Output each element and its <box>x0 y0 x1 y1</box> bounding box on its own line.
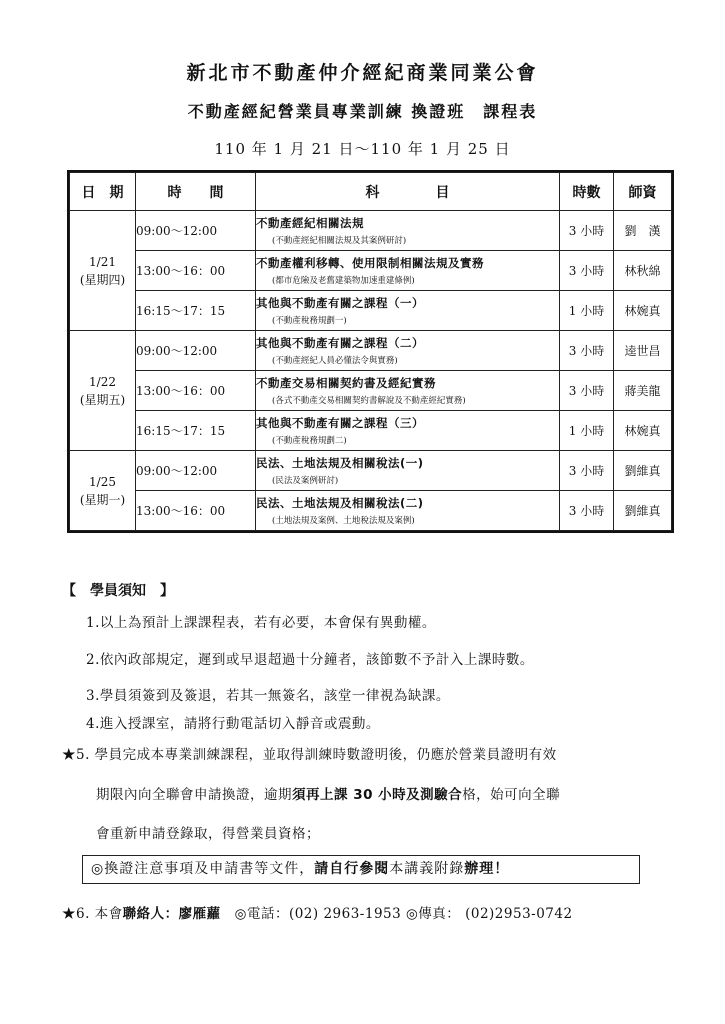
hours-cell: 3 小時 <box>560 331 614 371</box>
subject-note: (各式不動產交易相關契約書解說及不動產經紀實務) <box>272 396 466 406</box>
table-row <box>70 211 672 251</box>
time-cell: 09:00～12:00 <box>136 331 256 371</box>
subject-cell <box>256 491 560 531</box>
hours-cell: 3 小時 <box>560 251 614 291</box>
hours-cell: 3 小時 <box>560 371 614 411</box>
subject-note: (不動產經紀相關法規及其案例研討) <box>272 236 407 246</box>
date-value: 1/22 <box>89 374 116 389</box>
hours-cell: 1 小時 <box>560 411 614 451</box>
reference-notice-box <box>82 855 640 884</box>
table-row <box>70 251 672 291</box>
hours-cell: 3 小時 <box>560 211 614 251</box>
header-time: 時 間 <box>136 173 256 211</box>
time-cell: 16:15～17：15 <box>136 291 256 331</box>
time-cell: 09:00～12:00 <box>136 451 256 491</box>
teacher-cell: 劉維真 <box>614 491 672 531</box>
table-row <box>70 331 672 371</box>
notice-item-2: 2.依內政部規定，遲到或早退超過十分鐘者，該節數不予計入上課時數。 <box>86 652 534 668</box>
subject-cell <box>256 211 560 251</box>
subject-cell <box>256 291 560 331</box>
subject-note: (都市危險及老舊建築物加速重建條例) <box>272 276 415 286</box>
time-cell: 16:15～17：15 <box>136 411 256 451</box>
subject-title: 不動產權利移轉、使用限制相關法規及實務 <box>256 256 484 270</box>
subject-title: 其他與不動產有關之課程（二） <box>256 336 424 350</box>
notice-item-4: 4.進入授課室，請將行動電話切入靜音或震動。 <box>86 716 380 732</box>
notice-text: 格，始可向全聯 <box>462 787 561 803</box>
notice-item-5-line-1: ★5. 學員完成本專業訓練課程，並取得訓練時數證明後，仍應於營業員證明有效 <box>62 747 557 763</box>
teacher-cell: 林秋綿 <box>614 251 672 291</box>
subject-cell <box>256 251 560 291</box>
date-range: 110 年 1 月 21 日～110 年 1 月 25 日 <box>214 140 511 158</box>
weekday-value: (星期一) <box>79 492 126 507</box>
table-row <box>70 371 672 411</box>
header-subject: 科 目 <box>256 173 560 211</box>
page-title: 新北市不動產仲介經紀商業同業公會 <box>186 62 539 84</box>
table-row <box>70 291 672 331</box>
hours-cell: 1 小時 <box>560 291 614 331</box>
box-text: ◎換證注意事項及申請書等文件， <box>91 861 315 877</box>
subject-cell <box>256 371 560 411</box>
date-value: 1/21 <box>89 254 116 269</box>
notice-item-1: 1.以上為預計上課課程表，若有必要，本會保有異動權。 <box>86 615 436 631</box>
teacher-cell: 蔣美龍 <box>614 371 672 411</box>
table-row <box>70 451 672 491</box>
box-emphasis: 請自行參閱 <box>314 861 390 877</box>
subject-title: 其他與不動產有關之課程（一） <box>256 296 424 310</box>
subject-cell <box>256 331 560 371</box>
subject-title: 民法、土地法規及相關稅法(一) <box>256 456 424 470</box>
notice-item-5-line-2 <box>96 783 560 803</box>
contact-person: 聯絡人：廖雁蘿 <box>122 906 221 922</box>
date-cell <box>70 451 136 531</box>
teacher-cell: 林婉真 <box>614 291 672 331</box>
date-value: 1/25 <box>89 474 116 489</box>
hours-cell: 3 小時 <box>560 451 614 491</box>
subject-note: (不動產稅務規劃二) <box>272 436 347 446</box>
notice-text: 期限內向全聯會申請換證，逾期 <box>96 787 292 803</box>
time-cell: 13:00～16：00 <box>136 251 256 291</box>
subject-note: (土地法規及案例、土地稅法規及案例) <box>272 516 415 526</box>
contact-prefix: ★6. 本會 <box>62 906 123 922</box>
subject-title: 民法、土地法規及相關稅法(二) <box>256 496 424 510</box>
date-cell <box>70 331 136 451</box>
notice-item-5-line-3: 會重新申請登錄取，得營業員資格； <box>96 826 320 842</box>
box-emphasis: 辦理！ <box>464 861 510 877</box>
header-date: 日 期 <box>70 173 136 211</box>
subject-note: (不動產經紀人員必懂法令與實務) <box>272 356 398 366</box>
teacher-cell: 逵世昌 <box>614 331 672 371</box>
notice-item-6 <box>62 902 573 922</box>
teacher-cell: 劉維真 <box>614 451 672 491</box>
subject-note: (不動產稅務規劃一) <box>272 316 347 326</box>
time-cell: 13:00～16：00 <box>136 371 256 411</box>
teacher-cell: 劉 漢 <box>614 211 672 251</box>
subject-cell <box>256 411 560 451</box>
notice-emphasis: 須再上課 30 小時及測驗合 <box>292 787 463 803</box>
subject-title: 不動產經紀相關法規 <box>256 216 364 230</box>
box-text: 本講義附錄 <box>389 861 465 877</box>
date-cell <box>70 211 136 331</box>
subject-title: 不動產交易相關契約書及經紀實務 <box>256 376 436 390</box>
time-cell: 13:00～16：00 <box>136 491 256 531</box>
notice-heading: 【 學員須知 】 <box>62 583 174 599</box>
weekday-value: (星期五) <box>79 392 126 407</box>
contact-phone-fax: ◎電話：(02) 2963-1953 ◎傳真： (02)2953-0742 <box>220 906 573 922</box>
table-header-row <box>70 173 672 211</box>
subject-title: 其他與不動產有關之課程（三） <box>256 416 424 430</box>
page-subtitle: 不動產經紀營業員專業訓練 換證班 課程表 <box>187 102 538 121</box>
notice-item-3: 3.學員須簽到及簽退，若其一無簽名，該堂一律視為缺課。 <box>86 688 450 704</box>
teacher-cell: 林婉真 <box>614 411 672 451</box>
table-row <box>70 411 672 451</box>
subject-cell <box>256 451 560 491</box>
header-teacher: 師資 <box>614 173 672 211</box>
header-hours: 時數 <box>560 173 614 211</box>
subject-note: (民法及案例研討) <box>272 476 339 486</box>
time-cell: 09:00～12:00 <box>136 211 256 251</box>
weekday-value: (星期四) <box>79 272 126 287</box>
table-row <box>70 491 672 531</box>
hours-cell: 3 小時 <box>560 491 614 531</box>
course-schedule-table <box>69 172 672 531</box>
